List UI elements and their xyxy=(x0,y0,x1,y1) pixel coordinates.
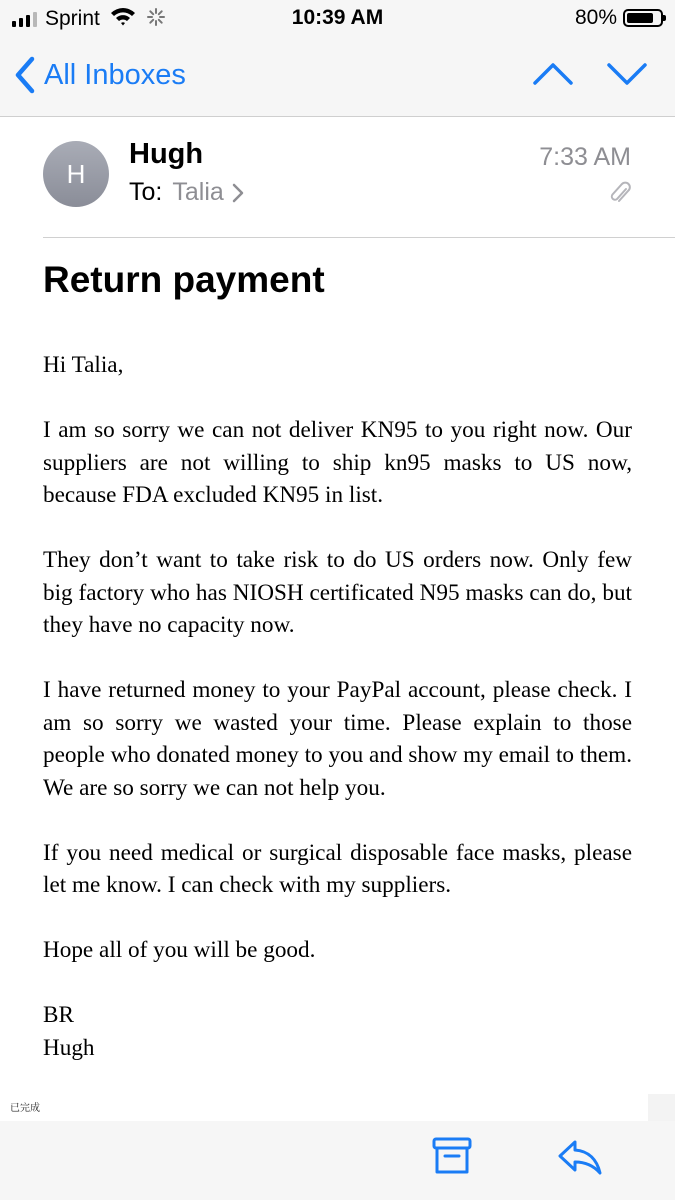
archive-button[interactable] xyxy=(432,1136,472,1181)
chevron-left-icon xyxy=(14,56,36,94)
sender-name[interactable]: Hugh xyxy=(129,138,204,170)
back-label: All Inboxes xyxy=(44,58,186,91)
battery-percent: 80% xyxy=(574,6,617,29)
chevron-down-icon xyxy=(606,60,648,88)
chevron-right-icon xyxy=(232,183,244,203)
greeting: Hi Talia, xyxy=(43,352,124,378)
body-paragraph: If you need medical or surgical disposable face masks, please let me know. I can check with my suppliers. xyxy=(43,839,632,898)
signoff: BR xyxy=(43,1002,74,1028)
loading-complete-label: 已完成 xyxy=(10,1103,40,1114)
status-bar xyxy=(0,0,675,38)
body-paragraph: Hope all of you will be good. xyxy=(43,937,316,963)
status-time: 10:39 AM xyxy=(291,6,384,29)
chevron-up-icon xyxy=(532,60,574,88)
header-divider xyxy=(43,237,675,238)
email-subject: Return payment xyxy=(43,259,325,300)
email-body xyxy=(43,349,632,1064)
reply-button[interactable] xyxy=(557,1139,603,1180)
back-button[interactable] xyxy=(14,56,186,94)
carrier-name: Sprint xyxy=(45,7,100,30)
to-label: To: xyxy=(129,178,163,206)
navigation-bar xyxy=(0,38,675,117)
body-paragraph: I am so sorry we can not deliver KN95 to you right now. Our suppliers are not willing to ship kn95 masks to US now, because FDA excluded KN95 in list. xyxy=(43,417,632,508)
archive-icon xyxy=(432,1136,472,1176)
bottom-toolbar xyxy=(0,1121,675,1200)
body-paragraph: They don’t want to take risk to do US orders now. Only few big factory who has NIOSH certificated N95 masks can do, but they have no capacity now. xyxy=(43,547,632,638)
message-time: 7:33 AM xyxy=(539,143,631,171)
body-paragraph: I have returned money to your PayPal account, please check. I am so sorry we wasted your time. Please explain to those people who donated money to you and show my email to them. We are so sorry we can not help you. xyxy=(43,677,632,801)
next-message-button[interactable] xyxy=(606,60,648,93)
recipient-name[interactable]: Talia xyxy=(172,178,224,206)
previous-message-button[interactable] xyxy=(532,60,574,93)
avatar[interactable]: H xyxy=(43,141,109,207)
scroll-corner xyxy=(648,1094,675,1122)
signature: Hugh xyxy=(43,1034,95,1061)
battery-icon xyxy=(623,9,663,27)
status-right xyxy=(575,6,663,30)
recipient-line[interactable] xyxy=(129,178,244,207)
paperclip-icon xyxy=(609,180,631,211)
reply-icon xyxy=(557,1139,603,1175)
